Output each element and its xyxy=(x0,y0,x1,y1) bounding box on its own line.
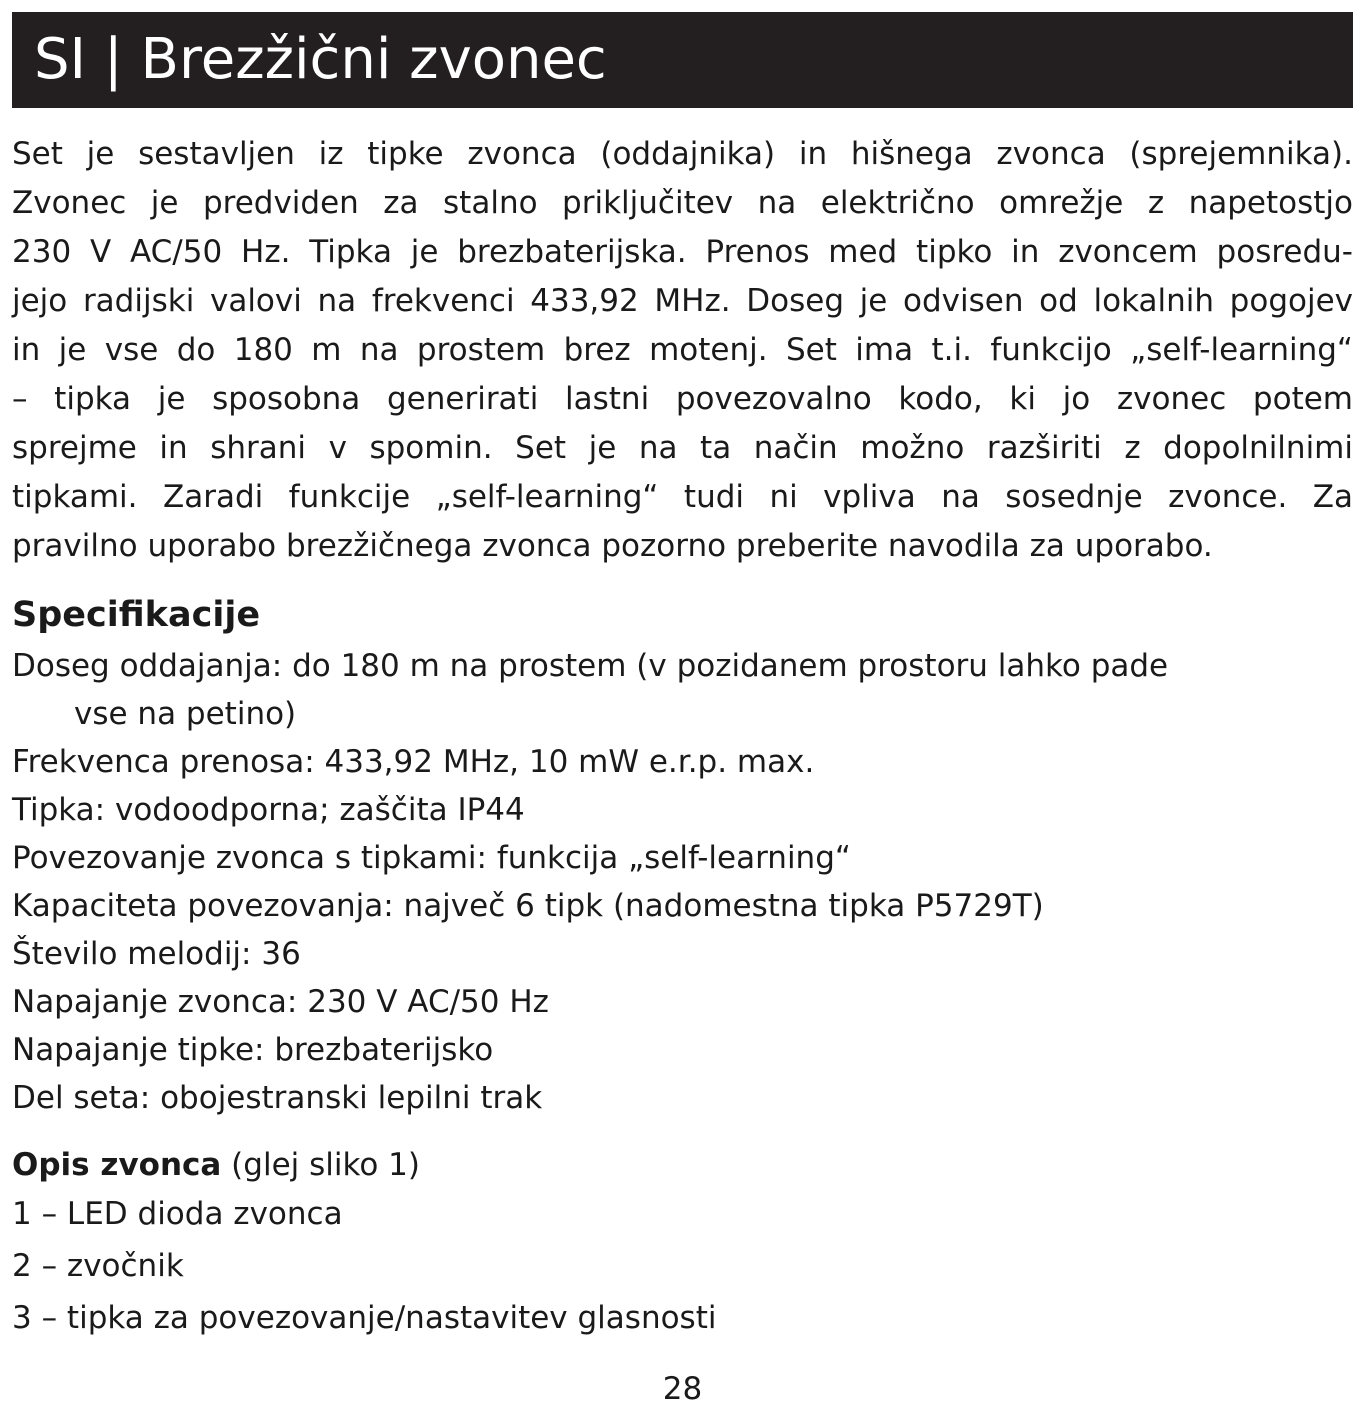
description-list xyxy=(12,1188,716,1344)
specifications-list xyxy=(12,642,1353,1122)
spec-item-button-power: Napajanje tipke: brezbaterijsko xyxy=(12,1032,494,1068)
spec-item-set-part: Del seta: obojestranski lepilni trak xyxy=(12,1080,543,1116)
intro-line: in je vse do 180 m na prostem brez motenj. Set ima t.i. funkcijo „self-learning“ xyxy=(12,332,1353,368)
title-bar xyxy=(12,12,1353,108)
description-heading xyxy=(12,1140,420,1190)
intro-paragraph xyxy=(12,130,1353,571)
spec-item-bell-power: Napajanje zvonca: 230 V AC/50 Hz xyxy=(12,984,549,1020)
spec-item-range-continued: vse na petino) xyxy=(74,696,297,732)
page-number: 28 xyxy=(662,1371,703,1407)
description-heading-bold: Opis zvonca xyxy=(12,1147,222,1183)
description-item-led: 1 – LED dioda zvonca xyxy=(12,1196,343,1232)
intro-line: Zvonec je predviden za stalno priključitev na električno omrežje z napetostjo xyxy=(12,185,1353,221)
page-title: SI | Brezžični zvonec xyxy=(34,27,607,92)
spec-item-capacity: Kapaciteta povezovanja: največ 6 tipk (nadomestna tipka P5729T) xyxy=(12,888,1044,924)
description-item-speaker: 2 – zvočnik xyxy=(12,1248,184,1284)
description-item-button: 3 – tipka za povezovanje/nastavitev glasnosti xyxy=(12,1300,717,1336)
description-heading-rest: (glej sliko 1) xyxy=(221,1147,420,1183)
intro-line: sprejme in shrani v spomin. Set je na ta način možno razširiti z dopolnilnimi xyxy=(12,430,1353,466)
intro-line: – tipka je sposobna generirati lastni povezovalno kodo, ki jo zvonec potem xyxy=(12,381,1353,417)
intro-line: pravilno uporabo brezžičnega zvonca pozorno preberite navodila za uporabo. xyxy=(12,528,1213,564)
intro-line: tipkami. Zaradi funkcije „self-learning“ tudi ni vpliva na sosednje zvonce. Za xyxy=(12,479,1353,515)
intro-line: 230 V AC/50 Hz. Tipka je brezbaterijska. Prenos med tipko in zvoncem posredu- xyxy=(12,234,1353,270)
spec-item-frequency: Frekvenca prenosa: 433,92 MHz, 10 mW e.r.p. max. xyxy=(12,744,815,780)
spec-item-button: Tipka: vodoodporna; zaščita IP44 xyxy=(12,792,525,828)
spec-item-range: Doseg oddajanja: do 180 m na prostem (v pozidanem prostoru lahko pade xyxy=(12,648,1169,684)
spec-item-pairing: Povezovanje zvonca s tipkami: funkcija „self-learning“ xyxy=(12,840,851,876)
specifications-heading: Specifikacije xyxy=(12,595,261,635)
intro-line: Set je sestavljen iz tipke zvonca (oddajnika) in hišnega zvonca (sprejemnika). xyxy=(12,136,1353,172)
intro-line: jejo radijski valovi na frekvenci 433,92 MHz. Doseg je odvisen od lokalnih pogojev xyxy=(12,283,1353,319)
spec-item-melodies: Število melodij: 36 xyxy=(12,936,301,972)
